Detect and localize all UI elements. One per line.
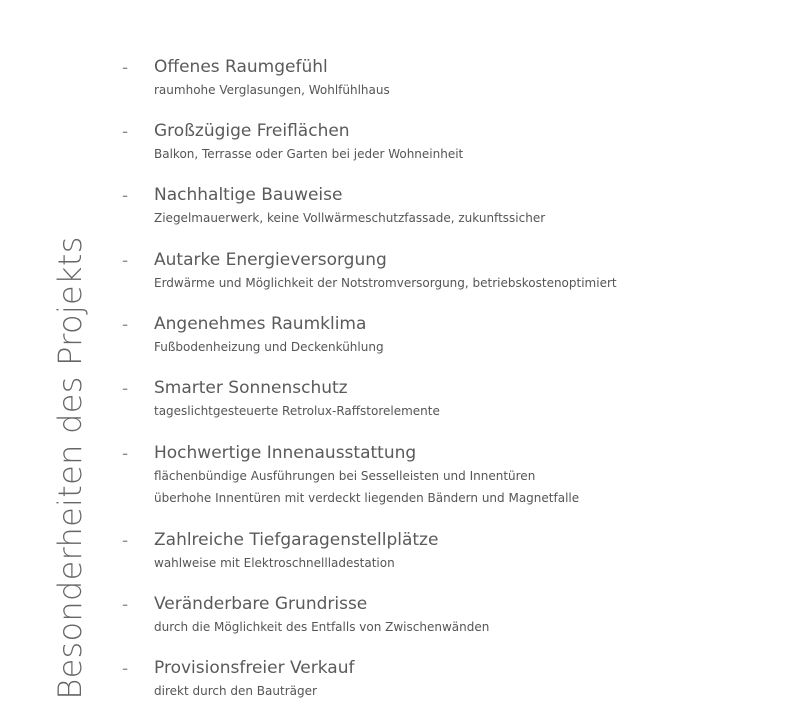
feature-title: Nachhaltige Bauweise [154,185,343,205]
feature-title: Provisionsfreier Verkauf [154,658,355,678]
bullet-dash: - [122,444,129,464]
feature-description: Erdwärme und Möglichkeit der Notstromversorgung, betriebskostenoptimiert [154,276,617,290]
feature-item [122,377,782,421]
feature-item [122,442,782,508]
bullet-dash: - [122,659,129,679]
feature-description: Balkon, Terrasse oder Garten bei jeder Wohneinheit [154,147,464,161]
feature-description: Ziegelmauerwerk, keine Vollwärmeschutzfassade, zukunftssicher [154,211,546,225]
bullet-dash: - [122,595,129,615]
feature-item [122,184,782,228]
feature-description: überhohe Innentüren mit verdeckt liegenden Bändern und Magnetfalle [154,491,580,505]
feature-description: flächenbündige Ausführungen bei Sesselleisten und Innentüren [154,469,536,483]
feature-title: Großzügige Freiflächen [154,121,350,141]
bullet-dash: - [122,251,129,271]
feature-description: raumhohe Verglasungen, Wohlfühlhaus [154,83,390,97]
side-title: Besonderheiten des Projekts [51,236,89,700]
feature-title: Smarter Sonnenschutz [154,378,348,398]
bullet-dash: - [122,58,129,78]
feature-description: durch die Möglichkeit des Entfalls von Zwischenwänden [154,620,490,634]
feature-title: Angenehmes Raumklima [154,314,367,334]
feature-item [122,249,782,293]
bullet-dash: - [122,531,129,551]
feature-description: direkt durch den Bauträger [154,684,317,698]
bullet-dash: - [122,186,129,206]
feature-item [122,56,782,100]
feature-item [122,529,782,573]
feature-description: tageslichtgesteuerte Retrolux-Raffstorelemente [154,404,440,418]
feature-item [122,120,782,164]
feature-item [122,593,782,637]
bullet-dash: - [122,315,129,335]
feature-title: Zahlreiche Tiefgaragenstellplätze [154,530,439,550]
feature-description: wahlweise mit Elektroschnellladestation [154,556,395,570]
feature-title: Hochwertige Innenausstattung [154,443,417,463]
feature-title: Offenes Raumgefühl [154,57,328,77]
feature-item [122,313,782,357]
bullet-dash: - [122,122,129,142]
feature-title: Autarke Energieversorgung [154,250,387,270]
feature-description: Fußbodenheizung und Deckenkühlung [154,340,384,354]
bullet-dash: - [122,379,129,399]
feature-title: Veränderbare Grundrisse [154,594,368,614]
feature-item [122,657,782,701]
